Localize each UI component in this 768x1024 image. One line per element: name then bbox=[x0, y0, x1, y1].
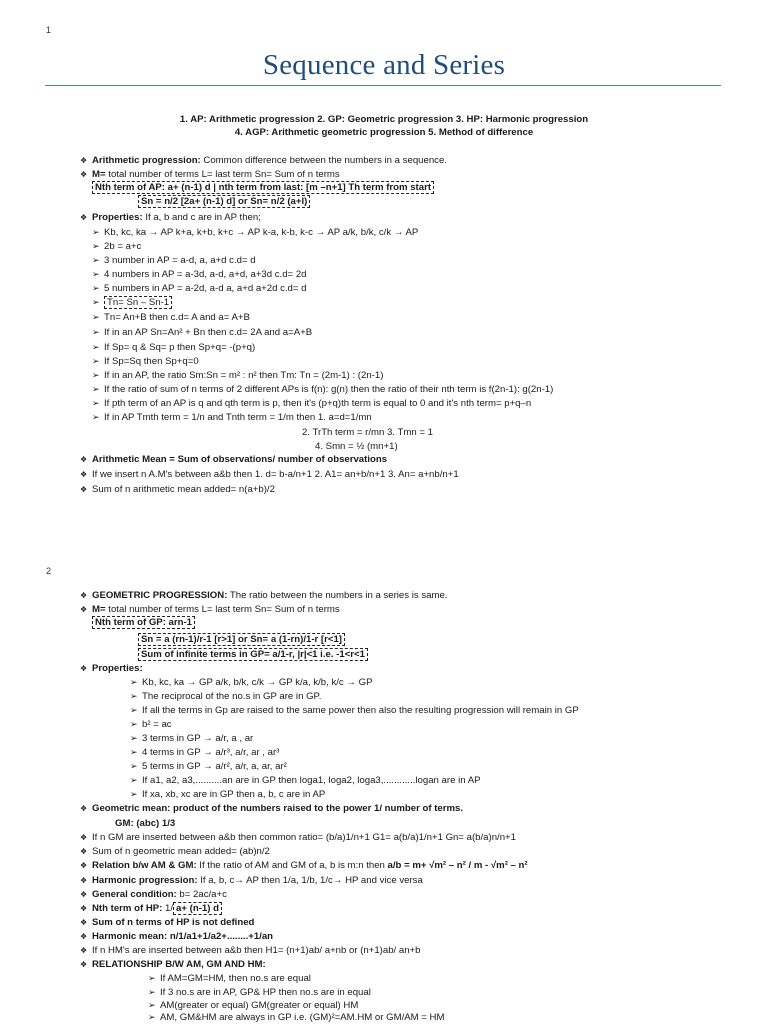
gp-property: ➢ 5 terms in GP → a/r², a/r, a, ar, ar² bbox=[130, 761, 287, 772]
gp-property: ➢ If xa, xb, xc are in GP then a, b, c are in AP bbox=[130, 789, 326, 800]
topics-line-2: 4. AGP: Arithmetic geometric progression 5. Method of difference bbox=[234, 127, 534, 138]
arrow-bullet-icon: ➢ bbox=[92, 384, 100, 394]
ap-property: ➢ Kb, kc, ka → AP k+a, k+b, k+c → AP k-a, k-b, k-c → AP a/k, b/k, c/k → AP bbox=[92, 227, 419, 238]
gp-infinite-sum-formula: Sum of infinite terms in GP= a/1-r, |r|<1 i.e. -1<r<1 bbox=[138, 648, 368, 661]
diamond-bullet-icon: ❖ bbox=[80, 605, 88, 614]
gp-property: ➢ Kb, kc, ka → GP a/k, b/k, c/k → GP k/a, k/b, k/c → GP bbox=[130, 677, 373, 688]
arrow-bullet-icon: ➢ bbox=[130, 775, 138, 785]
diamond-bullet-icon: ❖ bbox=[80, 470, 88, 479]
ap-property: ➢ If in an AP Sn=An² + Bn then c.d= 2A and a=A+B bbox=[92, 327, 313, 338]
ap-definition bbox=[80, 155, 447, 167]
diamond-bullet-icon: ❖ bbox=[80, 960, 88, 969]
arrow-bullet-icon: ➢ bbox=[92, 312, 100, 322]
arrow-bullet-icon: ➢ bbox=[92, 412, 100, 422]
arrow-bullet-icon: ➢ bbox=[92, 342, 100, 352]
ap-text: Common difference between the numbers in a sequence. bbox=[200, 155, 447, 166]
gp-sum-formula: Sn = a (rn-1)/r-1 [r>1] or Sn= a (1-rn)/1-r [r<1] bbox=[138, 633, 345, 646]
diamond-bullet-icon: ❖ bbox=[80, 170, 88, 179]
diamond-bullet-icon: ❖ bbox=[80, 664, 88, 673]
arrow-bullet-icon: ➢ bbox=[92, 398, 100, 408]
ap-property: ➢ Tn= Sn – Sn-1 bbox=[92, 297, 172, 309]
ap-property: ➢ If in AP Tmth term = 1/n and Tnth term = 1/m then 1. a=d=1/mn bbox=[92, 412, 372, 423]
arrow-bullet-icon: ➢ bbox=[92, 269, 100, 279]
relationship-item: ➢ If AM=GM=HM, then no.s are equal bbox=[148, 973, 311, 984]
diamond-bullet-icon: ❖ bbox=[80, 904, 88, 913]
gp-property: ➢ 3 terms in GP → a/r, a , ar bbox=[130, 733, 254, 744]
arrow-bullet-icon: ➢ bbox=[130, 761, 138, 771]
harmonic-mean: ❖ Harmonic mean: n/1/a1+1/a2+........+1/an bbox=[80, 931, 274, 942]
ap-property: ➢ If Sp= q & Sq= p then Sp+q= -(p+q) bbox=[92, 342, 256, 353]
general-condition: ❖ General condition: b= 2ac/a+c bbox=[80, 889, 227, 900]
diamond-bullet-icon: ❖ bbox=[80, 833, 88, 842]
am-gm-relation: ❖ Relation b/w AM & GM: If the ratio of AM and GM of a, b is m:n then a/b = m+ √m² – n² / m - √m² – n² bbox=[80, 860, 528, 871]
diamond-bullet-icon: ❖ bbox=[80, 918, 88, 927]
properties-text: If a, b and c are in AP then; bbox=[142, 212, 261, 223]
properties-heading: Properties: bbox=[92, 212, 143, 223]
am-gm-hm-relationship-heading: ❖ RELATIONSHIP B/W AM, GM AND HM: bbox=[80, 959, 266, 970]
ap-property: ➢ 5 numbers in AP = a-2d, a-d a, a+d a+2d c.d= d bbox=[92, 283, 307, 294]
topics-list bbox=[0, 113, 768, 139]
ap-property: ➢ If Sp=Sq then Sp+q=0 bbox=[92, 356, 199, 367]
arrow-bullet-icon: ➢ bbox=[130, 691, 138, 701]
diamond-bullet-icon: ❖ bbox=[80, 804, 88, 813]
topics-line-1: 1. AP: Arithmetic progression 2. GP: Geometric progression 3. HP: Harmonic progression bbox=[179, 114, 589, 125]
ap-property: ➢ 4 numbers in AP = a-3d, a-d, a+d, a+3d c.d= 2d bbox=[92, 269, 307, 280]
ap-property: ➢ If in an AP, the ratio Sm:Sn = m² : n² then Tm: Tn = (2m-1) : (2n-1) bbox=[92, 370, 384, 381]
ap-sum-formula: Sn = n/2 [2a+ (n-1) d] or Sn= n/2 (a+l) bbox=[138, 195, 310, 208]
gp-property: ➢ b² = ac bbox=[130, 719, 172, 730]
ap-property-continuation: 2. TrTh term = r/mn 3. Tmn = 1 bbox=[302, 427, 433, 438]
arrow-bullet-icon: ➢ bbox=[148, 1000, 156, 1010]
gm-insert: ❖ If n GM are inserted between a&b then common ratio= (b/a)1/n+1 G1= a(b/a)1/n+1 Gn= a(b/a)n/n+1 bbox=[80, 832, 516, 843]
hp-nth-term: ❖ Nth term of HP: 1/ a+ (n-1) d bbox=[80, 903, 222, 915]
arrow-bullet-icon: ➢ bbox=[130, 719, 138, 729]
arrow-bullet-icon: ➢ bbox=[92, 297, 100, 307]
ap-property: ➢ If pth term of an AP is q and qth term is p, then it's (p+q)th term is equal to 0 and it's nth term= p+q–n bbox=[92, 398, 532, 409]
relationship-item: ➢ AM, GM&HM are always in GP i.e. (GM)²=AM.HM or GM/AM = HM bbox=[148, 1012, 445, 1023]
m-heading: M= bbox=[92, 169, 106, 180]
arithmetic-mean-insert: ❖ If we insert n A.M's between a&b then 1. d= b-a/n+1 2. A1= an+b/n+1 3. An= a+nb/n+1 bbox=[80, 469, 459, 480]
diamond-bullet-icon: ❖ bbox=[80, 861, 88, 870]
ap-nth-term-formula: Nth term of AP: a+ (n-1) d | nth term from last: [m –n+1] Th term from start bbox=[92, 181, 434, 194]
diamond-bullet-icon: ❖ bbox=[80, 932, 88, 941]
hp-sum-note: ❖ Sum of n terms of HP is not defined bbox=[80, 917, 255, 928]
arrow-bullet-icon: ➢ bbox=[92, 327, 100, 337]
gp-property: ➢ If all the terms in Gp are raised to the same power then also the resulting progression will remain in GP bbox=[130, 705, 579, 716]
page-number: 2 bbox=[46, 566, 52, 576]
ap-nth-term-box bbox=[92, 182, 434, 194]
page-title: Sequence and Series bbox=[262, 49, 506, 81]
geometric-mean-formula: GM: (abc) 1/3 bbox=[115, 818, 176, 829]
gp-property: ➢ If a1, a2, a3,..........an are in GP then loga1, loga2, loga3,............logan are in AP bbox=[130, 775, 481, 786]
ap-property: ➢ If the ratio of sum of n terms of 2 different APs is f(n): g(n) then the ratio of their nth term is f(2n-1): g(2n-1) bbox=[92, 384, 554, 395]
diamond-bullet-icon: ❖ bbox=[80, 876, 88, 885]
gp-infinite-sum-box bbox=[138, 649, 368, 661]
m-text: total number of terms L= last term Sn= Sum of n terms bbox=[105, 169, 340, 180]
diamond-bullet-icon: ❖ bbox=[80, 946, 88, 955]
page-number: 1 bbox=[46, 25, 52, 35]
relationship-item: ➢ AM(greater or equal) GM(greater or equal) HM bbox=[148, 1000, 359, 1011]
geometric-mean-heading: ❖ Geometric mean: product of the numbers raised to the power 1/ number of terms. bbox=[80, 803, 464, 814]
harmonic-progression: ❖ Harmonic progression: If a, b, c→ AP then 1/a, 1/b, 1/c→ HP and vice versa bbox=[80, 875, 423, 886]
gp-nth-term-formula: Nth term of GP: arn-1 bbox=[92, 616, 195, 629]
arrow-bullet-icon: ➢ bbox=[130, 747, 138, 757]
ap-terms-legend bbox=[80, 169, 340, 181]
title-rule bbox=[45, 85, 721, 86]
arrow-bullet-icon: ➢ bbox=[130, 677, 138, 687]
arrow-bullet-icon: ➢ bbox=[130, 705, 138, 715]
arrow-bullet-icon: ➢ bbox=[148, 1012, 156, 1022]
diamond-bullet-icon: ❖ bbox=[80, 485, 88, 494]
diamond-bullet-icon: ❖ bbox=[80, 890, 88, 899]
ap-property-continuation: 4. Smn = ½ (mn+1) bbox=[315, 441, 398, 452]
arrow-bullet-icon: ➢ bbox=[92, 370, 100, 380]
hm-insert: ❖ If n HM's are inserted between a&b then H1= (n+1)ab/ a+nb or (n+1)ab/ an+b bbox=[80, 945, 421, 956]
gp-sum-box bbox=[138, 634, 345, 646]
arrow-bullet-icon: ➢ bbox=[92, 227, 100, 237]
arrow-bullet-icon: ➢ bbox=[148, 973, 156, 983]
arithmetic-mean-heading: ❖ Arithmetic Mean = Sum of observations/ number of observations bbox=[80, 454, 388, 465]
diamond-bullet-icon: ❖ bbox=[80, 591, 88, 600]
arithmetic-mean-sum: ❖ Sum of n arithmetic mean added= n(a+b)/2 bbox=[80, 484, 275, 495]
ap-property: ➢ 3 number in AP = a-d, a, a+d c.d= d bbox=[92, 255, 256, 266]
arrow-bullet-icon: ➢ bbox=[148, 987, 156, 997]
gp-nth-term-box bbox=[92, 617, 195, 629]
arrow-bullet-icon: ➢ bbox=[130, 733, 138, 743]
gp-property: ➢ The reciprocal of the no.s in GP are in GP. bbox=[130, 691, 322, 702]
ap-properties-heading bbox=[80, 212, 261, 224]
arrow-bullet-icon: ➢ bbox=[92, 356, 100, 366]
ap-property: ➢ 2b = a+c bbox=[92, 241, 142, 252]
gp-terms-legend: ❖ M= total number of terms L= last term Sn= Sum of n terms bbox=[80, 604, 340, 615]
relationship-item: ➢ If 3 no.s are in AP, GP& HP then no.s are in equal bbox=[148, 987, 371, 998]
arrow-bullet-icon: ➢ bbox=[92, 255, 100, 265]
ap-sum-box bbox=[138, 196, 310, 208]
ap-property: ➢ Tn= An+B then c.d= A and a= A+B bbox=[92, 312, 250, 323]
diamond-bullet-icon: ❖ bbox=[80, 156, 88, 165]
diamond-bullet-icon: ❖ bbox=[80, 847, 88, 856]
diamond-bullet-icon: ❖ bbox=[80, 455, 88, 464]
diamond-bullet-icon: ❖ bbox=[80, 213, 88, 222]
gm-sum: ❖ Sum of n geometric mean added= (ab)n/2 bbox=[80, 846, 270, 857]
arrow-bullet-icon: ➢ bbox=[130, 789, 138, 799]
gp-definition: ❖ GEOMETRIC PROGRESSION: The ratio between the numbers in a series is same. bbox=[80, 590, 448, 601]
gp-property: ➢ 4 terms in GP → a/r³, a/r, ar , ar³ bbox=[130, 747, 280, 758]
ap-heading: Arithmetic progression: bbox=[92, 155, 201, 166]
arrow-bullet-icon: ➢ bbox=[92, 241, 100, 251]
arrow-bullet-icon: ➢ bbox=[92, 283, 100, 293]
gp-properties-heading: ❖ Properties: bbox=[80, 663, 143, 674]
